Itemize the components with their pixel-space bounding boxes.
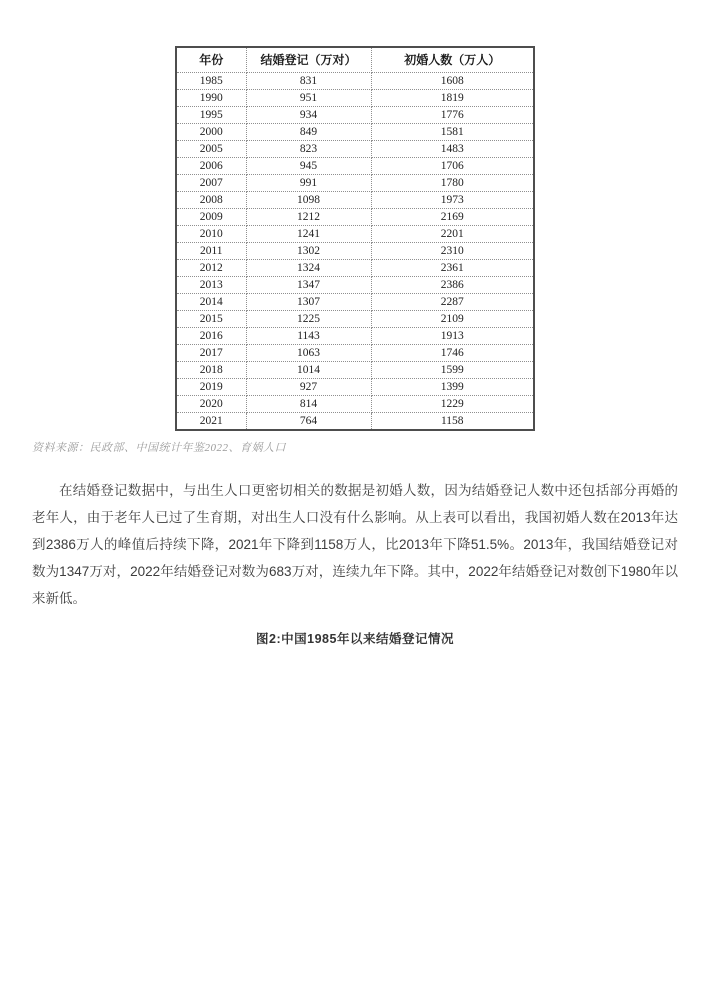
table-cell: 1746	[371, 345, 534, 362]
column-header-marriage-registrations: 结婚登记（万对）	[246, 47, 371, 73]
table-cell: 1399	[371, 379, 534, 396]
table-row	[176, 379, 534, 396]
table-cell: 2109	[371, 311, 534, 328]
table-cell: 945	[246, 158, 371, 175]
table-cell: 2310	[371, 243, 534, 260]
figure-caption: 图2:中国1985年以来结婚登记情况	[256, 632, 454, 646]
table-cell: 1990	[176, 90, 246, 107]
body-paragraph: 在结婚登记数据中，与出生人口更密切相关的数据是初婚人数，因为结婚登记人数中还包括部分再婚的老年人，由于老年人已过了生育期，对出生人口没有什么影响。从上表可以看出，我国初婚人数在2013年达到2386万人的峰值后持续下降，2021年下降到1158万人，比2013年下降51.5%。2013年，我国结婚登记对数为1347万对，2022年结婚登记对数为683万对，连续九年下降。其中，2022年结婚登记对数创下1980年以来新低。	[32, 483, 678, 606]
table-row	[176, 260, 534, 277]
table-row	[176, 226, 534, 243]
table-cell: 1347	[246, 277, 371, 294]
column-header-first-marriages: 初婚人数（万人）	[371, 47, 534, 73]
table-cell: 1483	[371, 141, 534, 158]
table-cell: 2005	[176, 141, 246, 158]
table-cell: 2018	[176, 362, 246, 379]
table-cell: 2000	[176, 124, 246, 141]
table-row	[176, 192, 534, 209]
table-cell: 764	[246, 413, 371, 431]
table-cell: 814	[246, 396, 371, 413]
table-row	[176, 175, 534, 192]
table-cell: 927	[246, 379, 371, 396]
table-cell: 1225	[246, 311, 371, 328]
table-cell: 934	[246, 107, 371, 124]
table-row	[176, 243, 534, 260]
table-row	[176, 311, 534, 328]
table-cell: 991	[246, 175, 371, 192]
table-cell: 2386	[371, 277, 534, 294]
table-cell: 2287	[371, 294, 534, 311]
table-cell: 1158	[371, 413, 534, 431]
table-cell: 1995	[176, 107, 246, 124]
column-header-year: 年份	[176, 47, 246, 73]
table-row	[176, 294, 534, 311]
table-cell: 2017	[176, 345, 246, 362]
table-cell: 2169	[371, 209, 534, 226]
table-cell: 1985	[176, 73, 246, 90]
table-cell: 1581	[371, 124, 534, 141]
table-cell: 2021	[176, 413, 246, 431]
table-cell: 2013	[176, 277, 246, 294]
table-cell: 1913	[371, 328, 534, 345]
table-cell: 1973	[371, 192, 534, 209]
table-cell: 831	[246, 73, 371, 90]
table-row	[176, 277, 534, 294]
marriage-registration-table	[175, 46, 535, 431]
table-row	[176, 73, 534, 90]
table-header	[176, 47, 534, 73]
table-row	[176, 141, 534, 158]
table-cell: 849	[246, 124, 371, 141]
table-row	[176, 158, 534, 175]
table-row	[176, 90, 534, 107]
table-cell: 2016	[176, 328, 246, 345]
table-cell: 1819	[371, 90, 534, 107]
table-cell: 2015	[176, 311, 246, 328]
source-note: 资料来源：民政部、中国统计年鉴2022、育娲人口	[32, 442, 286, 454]
table-cell: 2006	[176, 158, 246, 175]
marriage-table-body	[176, 73, 534, 431]
table-cell: 1706	[371, 158, 534, 175]
table-cell: 2201	[371, 226, 534, 243]
table-cell: 2361	[371, 260, 534, 277]
table-row	[176, 328, 534, 345]
table-cell: 2009	[176, 209, 246, 226]
table-cell: 2007	[176, 175, 246, 192]
table-cell: 823	[246, 141, 371, 158]
table-cell: 1143	[246, 328, 371, 345]
table-cell: 2010	[176, 226, 246, 243]
table-cell: 1241	[246, 226, 371, 243]
table-cell: 1098	[246, 192, 371, 209]
table-cell: 2011	[176, 243, 246, 260]
table-row	[176, 362, 534, 379]
table-row	[176, 345, 534, 362]
table-cell: 1307	[246, 294, 371, 311]
table-cell: 1324	[246, 260, 371, 277]
table-cell: 1302	[246, 243, 371, 260]
table-cell: 1014	[246, 362, 371, 379]
table-cell: 1212	[246, 209, 371, 226]
table-cell: 1608	[371, 73, 534, 90]
table-row	[176, 413, 534, 431]
table-row	[176, 124, 534, 141]
table-cell: 2020	[176, 396, 246, 413]
table-cell: 1063	[246, 345, 371, 362]
table-cell: 2014	[176, 294, 246, 311]
table-cell: 2008	[176, 192, 246, 209]
table-row	[176, 107, 534, 124]
table-cell: 1599	[371, 362, 534, 379]
table-cell: 1776	[371, 107, 534, 124]
table-row	[176, 396, 534, 413]
table-row	[176, 209, 534, 226]
table-cell: 1229	[371, 396, 534, 413]
table-cell: 2012	[176, 260, 246, 277]
table-header-row	[176, 47, 534, 73]
table-cell: 2019	[176, 379, 246, 396]
table-cell: 1780	[371, 175, 534, 192]
table-cell: 951	[246, 90, 371, 107]
